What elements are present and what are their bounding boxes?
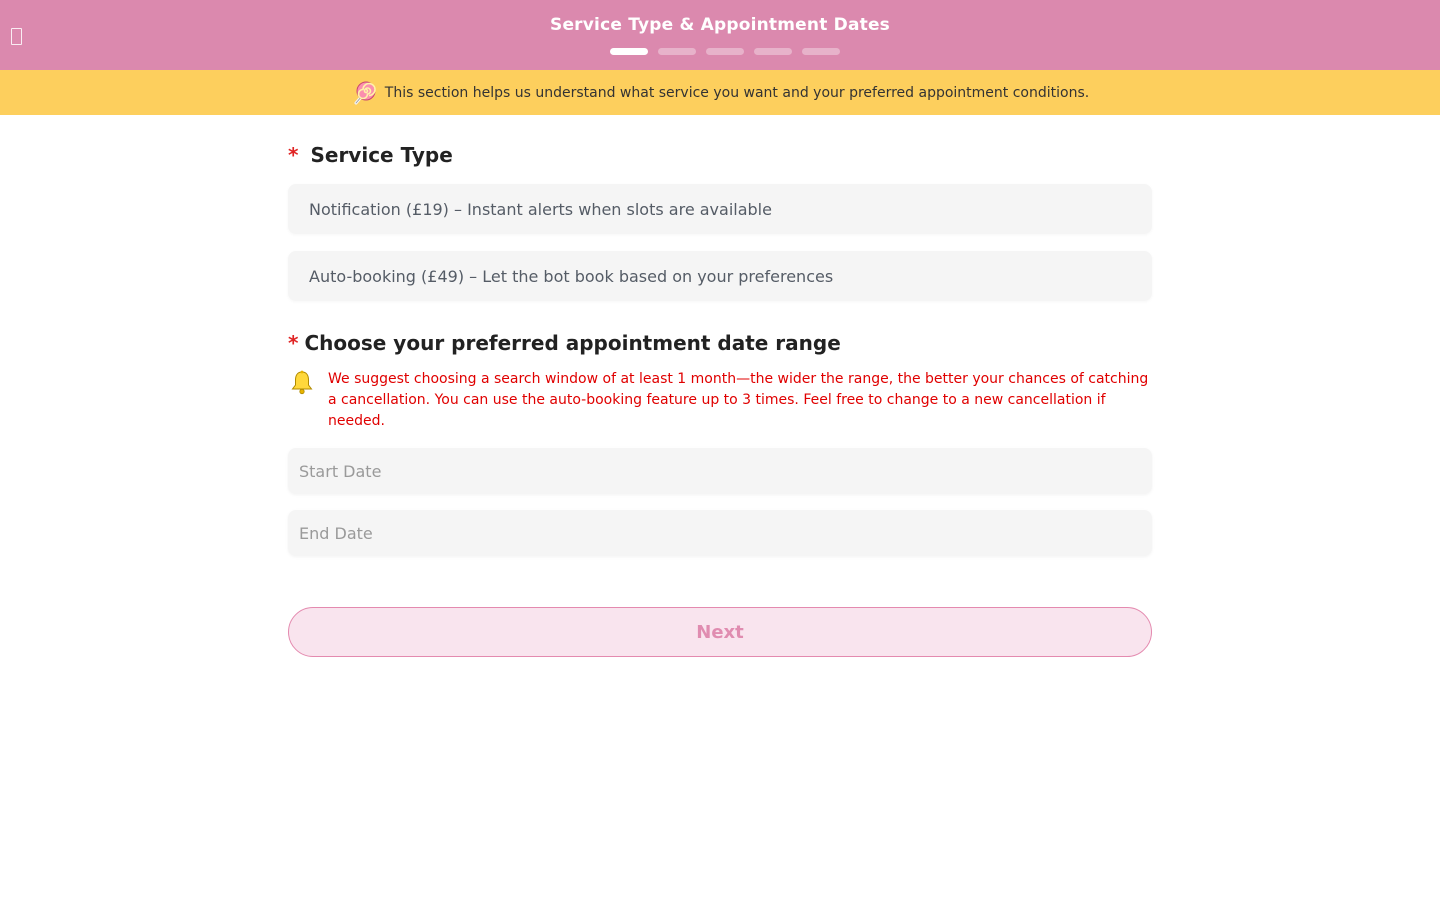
- service-option-label: Notification (£19) – Instant alerts when slots are available: [309, 199, 772, 219]
- next-button[interactable]: Next: [288, 607, 1152, 657]
- info-banner: [0, 70, 1440, 115]
- step-4: [754, 48, 792, 55]
- service-option-label: Auto-booking (£49) – Let the bot book based on your preferences: [309, 266, 834, 286]
- required-mark: *: [288, 143, 299, 167]
- form-content: [288, 115, 1152, 657]
- end-date-input[interactable]: [288, 510, 1152, 556]
- lollipop-icon: [351, 80, 377, 106]
- info-banner-text: This section helps us understand what service you want and your preferred appointment conditions.: [384, 84, 1090, 101]
- service-type-title: Service Type: [310, 143, 453, 167]
- header: [0, 0, 1440, 70]
- date-range-warning: [288, 369, 1152, 432]
- service-option-auto-booking[interactable]: [288, 251, 1152, 301]
- step-5: [802, 48, 840, 55]
- step-3: [706, 48, 744, 55]
- date-range-heading: [288, 331, 1152, 355]
- start-date-input[interactable]: [288, 448, 1152, 494]
- page-title: Service Type & Appointment Dates: [550, 15, 890, 35]
- bell-icon: [288, 369, 328, 397]
- step-2: [658, 48, 696, 55]
- service-option-notification[interactable]: [288, 184, 1152, 234]
- date-range-title: Choose your preferred appointment date range: [304, 331, 841, 355]
- step-1: [610, 48, 648, 55]
- service-type-heading: [288, 143, 1152, 167]
- required-mark: *: [288, 331, 299, 355]
- warning-text: We suggest choosing a search window of at least 1 month—the wider the range, the better your chances of catching a cancellation. You can use the auto-booking feature up to 3 times. Feel free to change to a new cancellation if needed.: [328, 371, 1149, 429]
- step-indicator: [610, 48, 840, 55]
